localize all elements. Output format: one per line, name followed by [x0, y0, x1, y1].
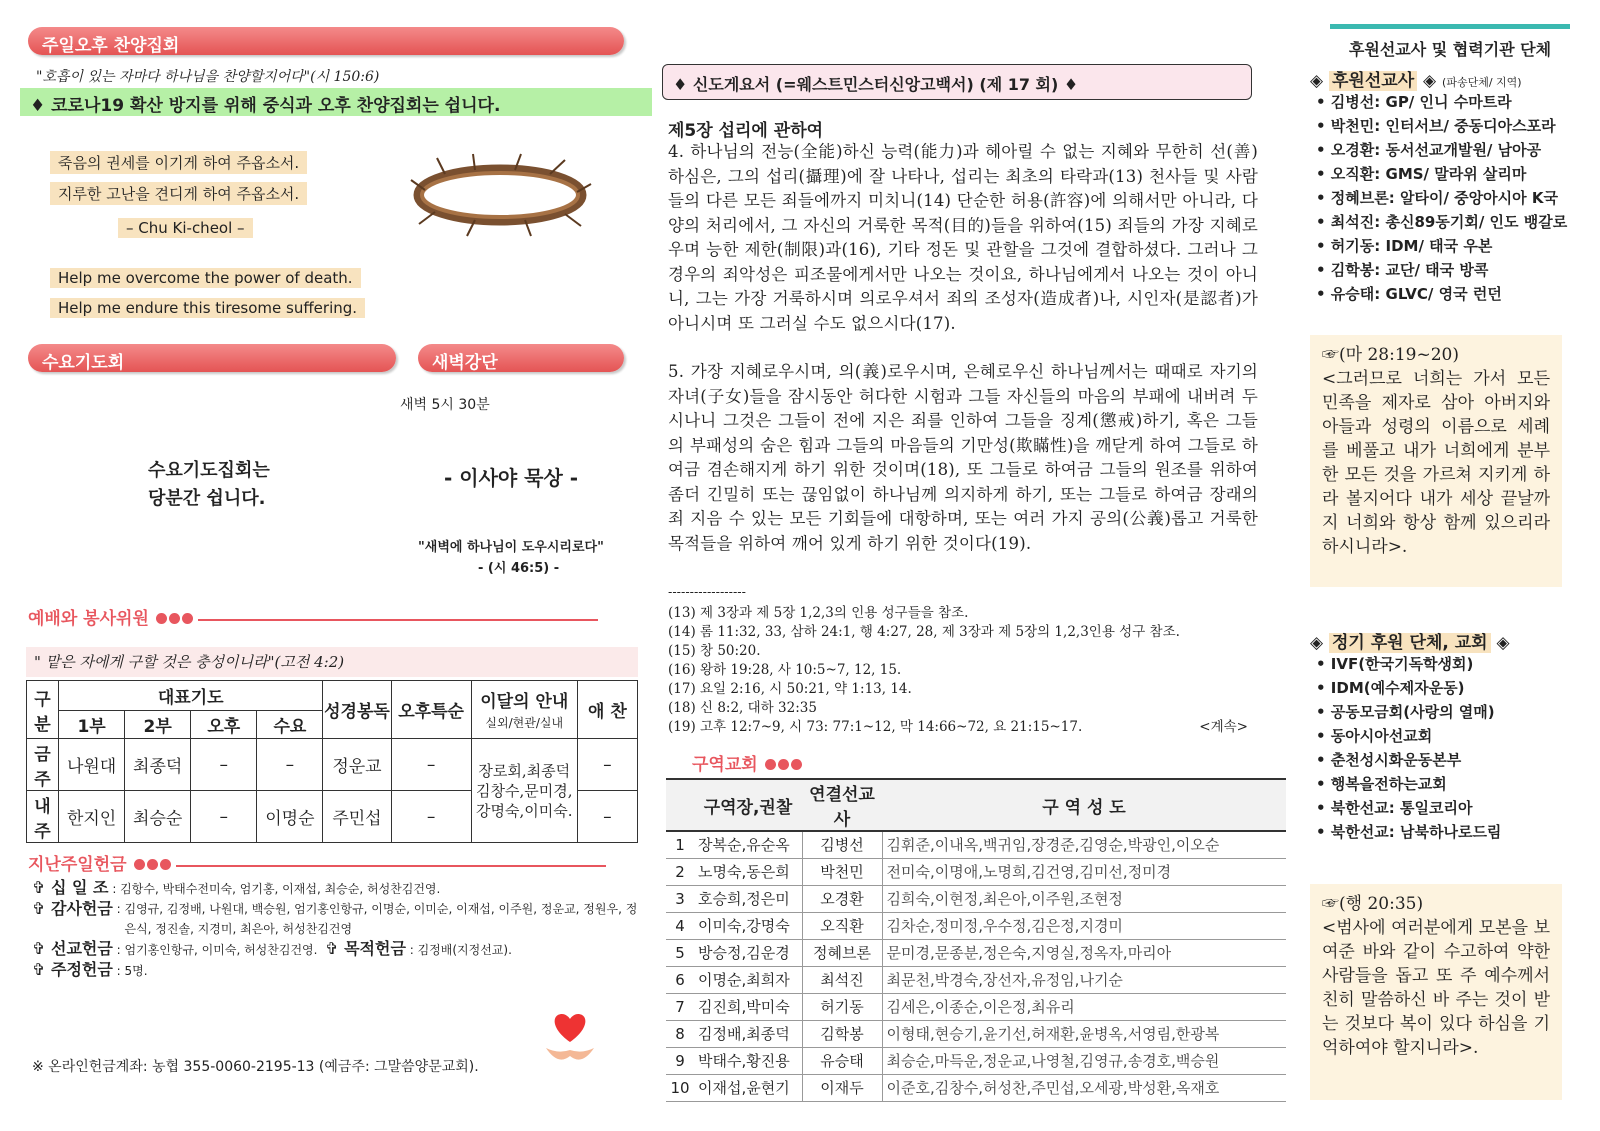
confession-para-4: 4. 하나님의 전능(全能)하신 능력(能力)과 헤아릴 수 없는 지혜와 무한히 선(善)하심은, 그의 섭리(攝理)에 잘 나타나, 섭리는 최초의 타락과(13) 천사들 및 사람들의 다른 모든 죄들에까지 미치니(14) 단순한 허용(許容)에 의해서만 아니라, 다양의 처리에서, 그 자신의 거룩한 목적(目的)들을 위하여(15) 죄들의 가장 지혜로우며 능한 제한(制限)과(16), 기타 정돈 및 관할을 그것에 결합하셨다. 그러나 그 경우의 죄악성은 피조물에게서만 나오는 것이요, 하나님에게서 나오는 것이 아니니, 그는 가장 거룩하시며 의로우셔서 죄의 조성자(造成者)나, 시인자(是認者)가 아니시며 또 그러실 수도 없으시다(17). — [668, 142, 1258, 333]
covid-notice: ♦ 코로나19 확산 방지를 위해 중식과 오후 찬양집회는 쉽니다. — [20, 88, 652, 116]
col-pm: 오후 — [191, 711, 257, 739]
table-row: 금주 나원대 최종덕 – – 정운교 – 장로회,최종덕 김창수,문미경, 강명숙,이미숙. – — [27, 739, 638, 791]
col-p1: 1부 — [59, 711, 125, 739]
servers-heading: 예배와 봉사위원 — [28, 604, 624, 629]
confession-title: ♦ 신도게요서 (=웨스트민스터신앙고백서) (제 17 회) ♦ — [662, 64, 1252, 100]
footnotes: (13) 제 3장과 제 5장 1,2,3의 인용 성구들을 참조. (14) 롬 11:32, 33, 삼하 24:1, 행 4:27, 28, 제 3장과 제 5장의 1,2,3인용 성구 참조. (15) 창 50:20. (16) 왕하 19:28, 사 10:5~7, 12, 15. (17) 요일 2:16, 시 50:21, 약 1:13, 14. (18) 신 8:2, 대하 32:35 (19) 고후 12:7~9, 시 73: 77:1~12, 막 14:66~72, 요 21:15~17. <계속> — [668, 605, 1248, 735]
list-item: • IVF(한국기독학생회) — [1316, 655, 1474, 673]
confession-chapter: 제5장 섭리에 관하여 — [668, 121, 824, 141]
wed-notice-2: 당분간 쉽니다. — [148, 488, 266, 509]
dawn-verse-ref: - (시 46:5) - — [478, 561, 560, 576]
list-item: • 김병선: GP/ 인니 수마트라 — [1316, 93, 1512, 111]
sunday-pm-title: 주일오후 찬양집회 — [28, 27, 624, 55]
poem-en-1: Help me overcome the power of death. — [50, 268, 361, 288]
list-item: • 오경환: 동서선교개발원/ 남아공 — [1316, 141, 1542, 159]
table-row: 9 박태수,황진용 유승태 최승순,마득운,정운교,나영철,김영규,송경호,백승원 — [666, 1047, 1286, 1074]
col-leader: 구역장,권찰 — [694, 779, 802, 831]
district-heading: 구역교회 — [692, 750, 802, 775]
online-account: ※ 온라인헌금계좌: 농협 355-0060-2195-13 (예금주: 그말씀양문교회). — [32, 1059, 479, 1075]
col-prayer: 대표기도 — [59, 681, 323, 711]
table-row: 4 이미숙,강명숙 오직환 김차순,정미정,우수정,김은정,지경미 — [666, 912, 1286, 939]
verse-text: <범사에 여러분에게 모본을 보여준 바와 같이 수고하여 약한 사람들을 돕고 또 주 예수께서 친히 말씀하신 바 주는 것이 받는 것보다 복이 있다 하심을 기억하여야 할지니라>. — [1322, 918, 1550, 1058]
offering-heading: 지난주일헌금 — [28, 850, 624, 875]
dawn-title: 새벽강단 — [418, 344, 624, 372]
wed-prayer-title: 수요기도회 — [28, 344, 396, 372]
table-row: 2 노명숙,동은희 박천민 전미숙,이명애,노명희,김건영,김미선,정미경 — [666, 858, 1286, 885]
list-item: • 행복을전하는교회 — [1316, 775, 1447, 793]
confession-para-5: 5. 가장 지혜로우시며, 의(義)로우시며, 은혜로우신 하나님께서는 때때로 자기의 자녀(子女)들을 잠시동안 허다한 시험과 그들 자신들의 마음의 부패에 내버려 두시나니 그것은 그들이 전에 지은 죄를 인하여 그들을 징계(懲戒)하기, 혹은 그들의 부패성의 숨은 힘과 그들의 마음들의 기만성(欺瞞性)을 깨닫게 하여 그들로 하여금 겸손해지게 하기 위한 것이며(18), 또 그들로 하여금 그들의 원조를 위하여 좀더 긴밀히 또는 끊임없이 하나님께 의지하게 하기, 또는 그들로 하여금 장래의 죄 지음 수 있는 모든 기회들에 대항하며, 또는 여러 가지 공의(公義)롭고 거룩한 목적들을 위하여 깨어 있게 하기 위한 것이다(19). — [668, 362, 1258, 553]
col-members: 구 역 성 도 — [882, 779, 1286, 831]
col-scripture: 성경봉독 — [323, 681, 391, 739]
wed-notice-1: 수요기도집회는 — [148, 460, 270, 481]
list-item: • 박천민: 인터서브/ 중동디아스포라 — [1316, 117, 1556, 135]
col3-header: 후원선교사 및 협력기관 단체 — [1330, 24, 1570, 60]
table-row: 5 방승정,김운경 정혜브론 문미경,문종분,정은숙,지영실,정옥자,마리아 — [666, 939, 1286, 966]
sunday-pm-verse: "호흡이 있는 자마다 하나님을 찬양할지어다"(시 150:6) — [36, 69, 380, 85]
list-item: • 오직환: GMS/ 말라위 살리마 — [1316, 165, 1527, 183]
district-table — [666, 778, 1286, 1102]
col-gubun: 구분 — [27, 681, 59, 739]
great-commission-box — [1310, 335, 1562, 587]
list-item: • IDM(예수제자운동) — [1316, 679, 1465, 697]
table-row: 7 김진희,박미숙 허기동 김세은,이종순,이은정,최유리 — [666, 993, 1286, 1020]
dawn-time: 새벽 5시 30분 — [400, 397, 490, 413]
offering-list: ✞ 십 일 조 : 김항수, 박태수전미숙, 엄기홍, 이재섭, 최승순, 허성찬김건영. ✞ 감사헌금 : 김영규, 김정배, 나원대, 백승원, 엄기홍인항규, 이명순, 이미순, 이재섭, 이주원, 정운교, 정원우, 정은식, 정진솔, 지경미, 최은아, 허성찬김건영 ✞ 선교헌금 : 엄기홍인항규, 이미숙, 허성찬김건영. ✞ 목적헌금 : 김정배(지정선교). ✞ 주정헌금 : 5명. — [32, 878, 638, 979]
table-row: 6 이명순,최희자 최석진 최문천,박경숙,장선자,유정임,나기순 — [666, 966, 1286, 993]
list-item: • 춘천성시화운동본부 — [1316, 751, 1462, 769]
dawn-theme: - 이사야 묵상 - — [444, 466, 579, 490]
poem-author: – Chu Ki-cheol – — [118, 218, 253, 238]
list-item: • 허기동: IDM/ 태국 우본 — [1316, 237, 1493, 255]
dawn-verse: "새벽에 하나님이 도우시리로다" — [418, 540, 604, 555]
servers-verse: " 맡은 자에게 구할 것은 충성이니라"(고전 4:2) — [26, 647, 638, 677]
list-item: • 김학봉: 교단/ 태국 방콕 — [1316, 261, 1489, 279]
poem-ko-2: 지루한 고난을 견디게 하여 주옵소서. — [50, 182, 307, 205]
list-item: • 북한선교: 남북하나로드림 — [1316, 823, 1502, 841]
missionaries-heading: ◈ 후원선교사 ◈ (파송단체/ 지역) — [1310, 71, 1522, 91]
groups-heading: ◈ 정기 후원 단체, 교회 ◈ — [1310, 633, 1510, 653]
footnote-divider: ------------------ — [668, 585, 746, 599]
verse-text: <그러므로 너희는 가서 모든 민족을 제자로 삼아 아버지와 아들과 성령의 이름으로 세례를 베풀고 내가 너희에게 분부한 모든 것을 가르쳐 지키게 하라 볼지어다 내가 세상 끝날까지 너희와 항상 함께 있으리라 하시니라>. — [1322, 369, 1550, 557]
table-row: 1 장복순,유순옥 김병선 김휘준,이내옥,백귀임,장경준,김영순,박광인,이오순 — [666, 831, 1286, 858]
table-row: 내주 한지인 최승순 – 이명순 주민섭 – – — [27, 791, 638, 843]
groups-list — [1316, 652, 1586, 844]
col-guide: 이달의 안내 실외/현관/실내 — [471, 681, 577, 739]
col-p2: 2부 — [125, 711, 191, 739]
table-row: 10 이재섭,윤현기 이재두 이준호,김창수,허성찬,주민섭,오세광,박성환,옥재호 — [666, 1074, 1286, 1101]
verse-ref: ☞(마 28:19~20) — [1322, 345, 1459, 365]
poem-ko-1: 죽음의 권세를 이기게 하여 주옵소서. — [50, 151, 307, 174]
table-row: 3 호승희,정은미 오경환 김희숙,이현정,최은아,이주원,조현정 — [666, 885, 1286, 912]
poem-en-2: Help me endure this tiresome suffering. — [50, 298, 365, 318]
verse-ref: ☞(행 20:35) — [1322, 894, 1424, 914]
col-choir: 애 찬 — [577, 681, 637, 739]
list-item: • 공동모금회(사랑의 열매) — [1316, 703, 1495, 721]
list-item: • 정혜브론: 알타이/ 중앙아시아 K국 — [1316, 189, 1558, 207]
table-row: 8 김정배,최종덕 김학봉 이형태,현승기,윤기선,허재환,윤병옥,서영림,한광복 — [666, 1020, 1286, 1047]
acts-verse-box — [1310, 884, 1562, 1100]
col-missionary: 연결선교사 — [802, 779, 882, 831]
col-pm-special: 오후특순 — [391, 681, 471, 739]
missionaries-list — [1316, 90, 1586, 306]
list-item: • 유승태: GLVC/ 영국 런던 — [1316, 285, 1502, 303]
crown-of-thorns-image — [405, 150, 595, 240]
list-item: • 북한선교: 통일코리아 — [1316, 799, 1473, 817]
list-item: • 동아시아선교회 — [1316, 727, 1433, 745]
servers-table — [26, 680, 638, 843]
col-wed: 수요 — [257, 711, 323, 739]
list-item: • 최석진: 총신89동기회/ 인도 뱅갈로 — [1316, 213, 1568, 231]
heart-hands-icon — [540, 1010, 600, 1066]
